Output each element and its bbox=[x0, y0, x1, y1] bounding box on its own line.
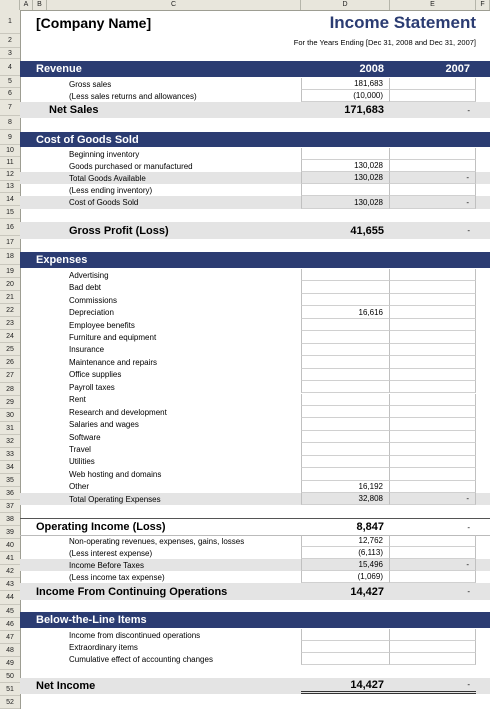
expense-row bbox=[20, 356, 490, 368]
row-number[interactable]: 21 bbox=[0, 291, 20, 304]
cogs-total-2007[interactable]: - bbox=[390, 196, 476, 209]
goods-purchased-label[interactable]: Goods purchased or manufactured bbox=[69, 161, 193, 171]
row-number[interactable]: 12 bbox=[0, 169, 20, 181]
extraordinary-2008[interactable] bbox=[301, 641, 390, 653]
expense-2008[interactable] bbox=[301, 294, 390, 306]
before-taxes-2007[interactable]: - bbox=[390, 559, 476, 571]
expense-label[interactable]: Web hosting and domains bbox=[69, 469, 162, 479]
expense-2007[interactable] bbox=[390, 406, 476, 418]
expense-2008[interactable] bbox=[301, 418, 390, 430]
cogs-total-2008[interactable]: 130,028 bbox=[301, 196, 390, 209]
year-2007-header[interactable]: 2007 bbox=[445, 63, 470, 75]
row-number[interactable]: 45 bbox=[0, 605, 20, 618]
expense-2007[interactable] bbox=[390, 431, 476, 443]
income-tax-label[interactable]: (Less income tax expense) bbox=[69, 572, 165, 582]
table-row bbox=[20, 184, 490, 196]
extraordinary-label[interactable]: Extraordinary items bbox=[69, 642, 138, 652]
row-number[interactable]: 48 bbox=[0, 644, 20, 657]
gross-sales-label[interactable]: Gross sales bbox=[69, 79, 112, 89]
goods-purchased-2007[interactable] bbox=[390, 160, 476, 172]
table-row bbox=[20, 547, 490, 559]
row-number[interactable]: 10 bbox=[0, 145, 20, 157]
row-number[interactable]: 49 bbox=[0, 657, 20, 670]
expense-label[interactable]: Research and development bbox=[69, 407, 167, 417]
gross-profit-label[interactable]: Gross Profit (Loss) bbox=[69, 224, 169, 237]
before-taxes-2008[interactable]: 15,496 bbox=[301, 559, 390, 571]
expense-label[interactable]: Employee benefits bbox=[69, 320, 135, 330]
cumulative-effect-2008[interactable] bbox=[301, 653, 390, 665]
year-2008-header[interactable]: 2008 bbox=[359, 63, 384, 75]
row-number[interactable]: 22 bbox=[0, 304, 20, 317]
expense-row bbox=[20, 294, 490, 306]
operating-income-2008[interactable]: 8,847 bbox=[356, 521, 384, 533]
row-number[interactable]: 39 bbox=[0, 526, 20, 539]
expense-2007[interactable] bbox=[390, 394, 476, 406]
gross-profit-2008[interactable]: 41,655 bbox=[350, 224, 384, 237]
expense-2007[interactable] bbox=[390, 294, 476, 306]
expense-label[interactable]: Depreciation bbox=[69, 308, 114, 318]
column-header-e[interactable]: E bbox=[390, 0, 476, 10]
table-row bbox=[20, 518, 490, 536]
row-number[interactable]: 2 bbox=[0, 34, 20, 48]
expense-2008[interactable] bbox=[301, 356, 390, 368]
total-opex-2007[interactable]: - bbox=[390, 493, 476, 505]
cogs-total-label[interactable]: Cost of Goods Sold bbox=[69, 198, 139, 207]
table-row bbox=[20, 535, 490, 547]
expense-row bbox=[20, 269, 490, 281]
row-number[interactable]: 11 bbox=[0, 157, 20, 169]
row-number[interactable]: 42 bbox=[0, 565, 20, 578]
beginning-inventory-2008[interactable] bbox=[301, 148, 390, 160]
expense-label[interactable]: Insurance bbox=[69, 345, 105, 355]
row-number[interactable]: 44 bbox=[0, 591, 20, 604]
revenue-header-row bbox=[20, 61, 490, 77]
goods-purchased-2008[interactable]: 130,028 bbox=[301, 160, 390, 172]
row-number[interactable]: 41 bbox=[0, 552, 20, 565]
row-number[interactable]: 34 bbox=[0, 461, 20, 474]
interest-expense-2008[interactable]: (6,113) bbox=[301, 547, 390, 559]
table-row bbox=[20, 222, 490, 239]
expense-label[interactable]: Maintenance and repairs bbox=[69, 357, 158, 367]
row-number[interactable]: 19 bbox=[0, 265, 20, 278]
total-goods-2007[interactable]: - bbox=[390, 172, 476, 184]
table-row bbox=[20, 653, 490, 665]
row-number[interactable]: 27 bbox=[0, 369, 20, 382]
interest-expense-label[interactable]: (Less interest expense) bbox=[69, 548, 153, 558]
expense-2008[interactable]: 16,616 bbox=[301, 306, 390, 318]
expense-2007[interactable] bbox=[390, 269, 476, 281]
expense-2007[interactable] bbox=[390, 281, 476, 293]
total-opex-label[interactable]: Total Operating Expenses bbox=[69, 494, 161, 504]
expense-row bbox=[20, 394, 490, 406]
column-header-b[interactable]: B bbox=[33, 0, 47, 10]
income-tax-2007[interactable] bbox=[390, 571, 476, 583]
operating-income-2007[interactable]: - bbox=[467, 522, 470, 532]
expense-row bbox=[20, 344, 490, 356]
expense-row bbox=[20, 443, 490, 455]
net-sales-2007[interactable]: - bbox=[467, 105, 470, 115]
gross-sales-2007[interactable] bbox=[390, 78, 476, 90]
below-line-section-title[interactable]: Below-the-Line Items bbox=[36, 614, 147, 626]
expense-label[interactable]: Furniture and equipment bbox=[69, 332, 157, 342]
expense-row bbox=[20, 481, 490, 493]
table-row bbox=[20, 559, 490, 571]
expense-2007[interactable] bbox=[390, 381, 476, 393]
column-header-d[interactable]: D bbox=[301, 0, 390, 10]
row-number[interactable]: 28 bbox=[0, 383, 20, 396]
continuing-ops-2008[interactable]: 14,427 bbox=[350, 585, 384, 598]
row-number[interactable]: 52 bbox=[0, 696, 20, 709]
row-number[interactable]: 37 bbox=[0, 500, 20, 513]
row-number[interactable]: 6 bbox=[0, 88, 20, 100]
expense-2007[interactable] bbox=[390, 443, 476, 455]
table-row bbox=[20, 678, 490, 694]
expense-2008[interactable] bbox=[301, 456, 390, 468]
net-income-label[interactable]: Net Income bbox=[36, 680, 96, 692]
table-row bbox=[20, 583, 490, 600]
expense-label[interactable]: Advertising bbox=[69, 270, 109, 280]
beginning-inventory-2007[interactable] bbox=[390, 148, 476, 160]
expense-label[interactable]: Office supplies bbox=[69, 370, 122, 380]
expense-2008[interactable] bbox=[301, 406, 390, 418]
expense-2007[interactable] bbox=[390, 369, 476, 381]
row-number[interactable]: 25 bbox=[0, 343, 20, 356]
row-number[interactable]: 7 bbox=[0, 100, 20, 116]
expense-label[interactable]: Payroll taxes bbox=[69, 382, 115, 392]
revenue-section-title[interactable]: Revenue bbox=[36, 63, 82, 75]
table-row bbox=[20, 78, 490, 90]
statement-title[interactable]: Income Statement bbox=[329, 12, 476, 32]
expense-label[interactable]: Travel bbox=[69, 445, 91, 455]
expense-2007[interactable] bbox=[390, 456, 476, 468]
row-header-bar bbox=[0, 10, 21, 709]
net-income-2007[interactable]: - bbox=[390, 678, 476, 694]
net-sales-2008[interactable]: 171,683 bbox=[344, 104, 384, 116]
row-number[interactable]: 38 bbox=[0, 513, 20, 526]
row-number[interactable]: 35 bbox=[0, 474, 20, 487]
ending-inventory-label[interactable]: (Less ending inventory) bbox=[69, 185, 153, 195]
expense-row bbox=[20, 281, 490, 293]
expense-label[interactable]: Utilities bbox=[69, 457, 95, 467]
expense-row bbox=[20, 456, 490, 468]
table-row bbox=[20, 571, 490, 583]
cogs-header-row bbox=[20, 132, 490, 147]
extraordinary-2007[interactable] bbox=[390, 641, 476, 653]
row-number[interactable]: 20 bbox=[0, 278, 20, 291]
expense-2008[interactable] bbox=[301, 443, 390, 455]
expense-row bbox=[20, 331, 490, 343]
expense-2008[interactable] bbox=[301, 281, 390, 293]
expense-2007[interactable] bbox=[390, 344, 476, 356]
row-number[interactable]: 14 bbox=[0, 193, 20, 206]
total-opex-2008[interactable]: 32,808 bbox=[301, 493, 390, 505]
expense-2007[interactable] bbox=[390, 418, 476, 430]
expense-row bbox=[20, 319, 490, 331]
row-number[interactable]: 33 bbox=[0, 448, 20, 461]
column-header-c[interactable]: C bbox=[47, 0, 301, 10]
expense-2007[interactable] bbox=[390, 481, 476, 493]
table-row bbox=[20, 493, 490, 505]
expense-label[interactable]: Bad debt bbox=[69, 283, 102, 293]
table-row bbox=[20, 629, 490, 641]
income-tax-2008[interactable]: (1,069) bbox=[301, 571, 390, 583]
expense-2008[interactable] bbox=[301, 319, 390, 331]
expense-row bbox=[20, 306, 490, 318]
column-header-a[interactable]: A bbox=[20, 0, 33, 10]
company-name[interactable]: [Company Name] bbox=[36, 14, 152, 31]
expense-2008[interactable]: 16,192 bbox=[301, 481, 390, 493]
net-sales-label[interactable]: Net Sales bbox=[49, 104, 99, 116]
returns-label[interactable]: (Less sales returns and allowances) bbox=[69, 91, 197, 101]
continuing-ops-label[interactable]: Income From Continuing Operations bbox=[36, 585, 228, 598]
expenses-section-title[interactable]: Expenses bbox=[36, 254, 88, 266]
row-number[interactable]: 1 bbox=[0, 10, 20, 34]
table-row bbox=[20, 641, 490, 653]
cumulative-effect-2007[interactable] bbox=[390, 653, 476, 665]
expense-label[interactable]: Software bbox=[69, 432, 101, 442]
row-number[interactable]: 8 bbox=[0, 116, 20, 130]
expense-2008[interactable] bbox=[301, 381, 390, 393]
row-number[interactable]: 47 bbox=[0, 631, 20, 644]
net-income-2008[interactable]: 14,427 bbox=[301, 678, 390, 694]
table-row bbox=[20, 172, 490, 184]
row-number[interactable]: 43 bbox=[0, 578, 20, 591]
continuing-ops-2007[interactable]: - bbox=[467, 587, 470, 596]
row-number[interactable]: 3 bbox=[0, 48, 20, 59]
below-line-header-row bbox=[20, 612, 490, 628]
row-number[interactable]: 26 bbox=[0, 356, 20, 369]
cumulative-effect-label[interactable]: Cumulative effect of accounting changes bbox=[69, 654, 213, 664]
expense-2007[interactable] bbox=[390, 356, 476, 368]
returns-2007[interactable] bbox=[390, 90, 476, 102]
expense-2007[interactable] bbox=[390, 306, 476, 318]
row-number[interactable]: 16 bbox=[0, 219, 20, 236]
expense-2008[interactable] bbox=[301, 369, 390, 381]
discontinued-2007[interactable] bbox=[390, 629, 476, 641]
header-row-1 bbox=[20, 11, 490, 34]
interest-expense-2007[interactable] bbox=[390, 547, 476, 559]
row-number[interactable]: 13 bbox=[0, 181, 20, 193]
expense-2008[interactable] bbox=[301, 331, 390, 343]
discontinued-label[interactable]: Income from discontinued operations bbox=[69, 630, 201, 640]
row-number[interactable]: 30 bbox=[0, 409, 20, 422]
row-number[interactable]: 29 bbox=[0, 396, 20, 409]
nonoperating-label[interactable]: Non-operating revenues, expenses, gains, losses bbox=[69, 536, 245, 546]
row-number[interactable]: 18 bbox=[0, 249, 20, 265]
ending-inventory-2007[interactable] bbox=[390, 184, 476, 196]
row-number[interactable]: 40 bbox=[0, 539, 20, 552]
row-number[interactable]: 24 bbox=[0, 330, 20, 343]
gross-profit-2007[interactable]: - bbox=[467, 226, 470, 235]
expense-row bbox=[20, 468, 490, 480]
gross-sales-2008[interactable]: 181,683 bbox=[301, 78, 390, 90]
expense-label[interactable]: Salaries and wages bbox=[69, 420, 139, 430]
row-number[interactable]: 23 bbox=[0, 317, 20, 330]
expense-2007[interactable] bbox=[390, 468, 476, 480]
table-row bbox=[20, 148, 490, 160]
expense-row bbox=[20, 381, 490, 393]
table-row bbox=[20, 160, 490, 172]
row-number[interactable]: 36 bbox=[0, 487, 20, 500]
total-goods-2008[interactable]: 130,028 bbox=[301, 172, 390, 184]
row-number[interactable]: 5 bbox=[0, 76, 20, 88]
nonoperating-2008[interactable]: 12,762 bbox=[301, 535, 390, 547]
row-number[interactable]: 32 bbox=[0, 435, 20, 448]
header-row-2 bbox=[20, 35, 490, 49]
expense-2008[interactable] bbox=[301, 344, 390, 356]
row-number[interactable]: 31 bbox=[0, 422, 20, 435]
row-number[interactable]: 9 bbox=[0, 130, 20, 145]
row-number[interactable]: 17 bbox=[0, 236, 20, 249]
before-taxes-label[interactable]: Income Before Taxes bbox=[69, 560, 145, 570]
expense-row bbox=[20, 369, 490, 381]
table-row bbox=[20, 102, 490, 118]
total-goods-label[interactable]: Total Goods Available bbox=[69, 173, 146, 183]
expense-2008[interactable] bbox=[301, 394, 390, 406]
row-number[interactable]: 51 bbox=[0, 683, 20, 696]
row-number[interactable]: 50 bbox=[0, 670, 20, 683]
discontinued-2008[interactable] bbox=[301, 629, 390, 641]
operating-income-label[interactable]: Operating Income (Loss) bbox=[36, 521, 166, 533]
expense-2007[interactable] bbox=[390, 319, 476, 331]
expense-label[interactable]: Rent bbox=[69, 395, 86, 405]
beginning-inventory-label[interactable]: Beginning inventory bbox=[69, 149, 140, 159]
cogs-section-title[interactable]: Cost of Goods Sold bbox=[36, 133, 139, 146]
expense-label[interactable]: Other bbox=[69, 482, 90, 492]
expense-2007[interactable] bbox=[390, 331, 476, 343]
nonoperating-2007[interactable] bbox=[390, 535, 476, 547]
expenses-header-row bbox=[20, 252, 490, 268]
expense-2008[interactable] bbox=[301, 431, 390, 443]
column-header-bar bbox=[0, 0, 490, 11]
expense-label[interactable]: Commissions bbox=[69, 295, 118, 305]
column-header-f[interactable]: F bbox=[476, 0, 490, 10]
expense-2008[interactable] bbox=[301, 468, 390, 480]
expense-2008[interactable] bbox=[301, 269, 390, 281]
row-number[interactable]: 4 bbox=[0, 59, 20, 76]
statement-subtitle[interactable]: For the Years Ending [Dec 31, 2008 and Dec 31, 2007] bbox=[293, 37, 476, 47]
select-all-corner[interactable] bbox=[0, 0, 20, 10]
table-row bbox=[20, 196, 490, 209]
expense-row bbox=[20, 406, 490, 418]
row-number[interactable]: 46 bbox=[0, 618, 20, 631]
table-row bbox=[20, 90, 490, 102]
expense-row bbox=[20, 431, 490, 443]
ending-inventory-2008[interactable] bbox=[301, 184, 390, 196]
expense-row bbox=[20, 418, 490, 430]
row-number[interactable]: 15 bbox=[0, 206, 20, 219]
returns-2008[interactable]: (10,000) bbox=[301, 90, 390, 102]
